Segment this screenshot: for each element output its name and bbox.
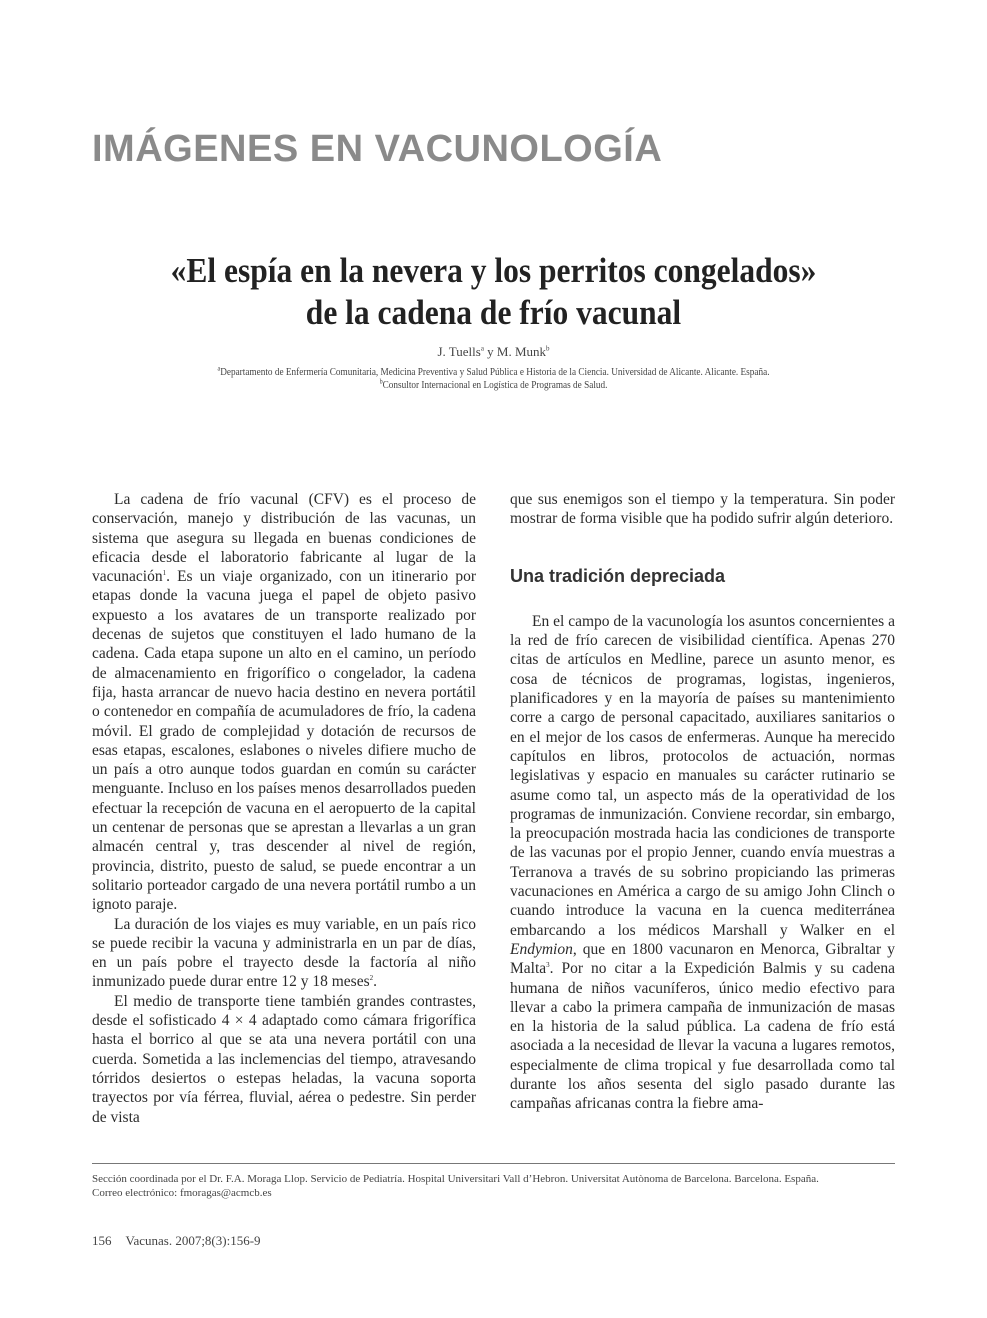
left-paragraph-3: El medio de transporte tiene también grandes contrastes, desde el sofisticado 4 × 4 adaptado como cámara frigorífica hasta el borrico al que se ata una nevera portátil con una cuerda. Sometida a las inclemencias del tiempo, atravesando tórridos desiertos o estepas heladas, la vacuna soporta trayectos por vía férrea, fluvial, aérea o pedestre. Sin perder de vista [92, 992, 476, 1126]
affiliation-b-text: Consultor Internacional en Logística de Programas de Salud. [382, 380, 608, 391]
text-span: . Es un viaje organizado, con un itinerario por etapas donde la vacuna juega el papel de objeto pasivo expuesto a los avatares de un transporte realizado por decenas de sujetos que constituyen el lado humano de la cadena. Cada etapa supone un alto en el camino, un período de almacenamiento en frigorífico o congelador, la cadena fija, hasta arrancar de nuevo hacia destino en nevera portátil o contenedor en compañía de acumuladores de frío, la cadena móvil. El grado de complejidad y dotación de recursos de esas etapas, escalones, eslabones o niveles difiere mucho de un país a otro aunque todos guardan en común su carácter menguante. Incluso en los países menos desarrollados pueden efectuar la recepción de vacuna en el aeropuerto de la capital un centenar de personas que se aprestan a llevarlas a un gran almacén central y, tras descender al nivel de región, provincia, distrito, puesto de salud, se puede encontrar a un solitario porteador cargado de una nevera portátil rumbo a un ignoto paraje. [92, 568, 476, 914]
section-subheading: Una tradición depreciada [510, 565, 726, 586]
author-2: y M. Munk [483, 344, 547, 359]
title-line-1: «El espía en la nevera y los perritos congelados» [170, 251, 817, 290]
text-span: . [373, 973, 377, 991]
affiliation-a-mark: a [217, 364, 221, 373]
affiliation-a [59, 364, 928, 378]
page-footer [92, 1233, 261, 1249]
reference-mark: 1 [162, 569, 167, 578]
reference-mark: 3 [546, 961, 550, 970]
reference-mark: 2 [369, 974, 374, 983]
authors [0, 344, 987, 360]
journal-citation: Vacunas. 2007;8(3):156-9 [125, 1233, 261, 1248]
author-1-affil-mark: a [480, 344, 484, 353]
affiliation-a-text: Departamento de Enfermería Comunitaria, Medicina Preventiva y Salud Pública e Historia de la Ciencia. Universidad de Alicante. Alicante. España. [220, 367, 770, 378]
affiliation-b [59, 377, 928, 391]
left-paragraph-2 [92, 915, 476, 992]
left-column [92, 490, 476, 1127]
text-span: , que en 1800 vacunaron en Menorca, Gibraltar y Malta [510, 940, 895, 978]
page-number: 156 [92, 1233, 112, 1248]
text-span: . Por no citar a la Expedición Balmis y su cadena humana de niños vacuníferos, único medio efectivo para llevar a cabo la primera campaña de inmunización de masas en la historia de la salud pública. La cadena de frío está asociada a la necesidad de llevar la vacuna a lugares remotos, especialmente de clima tropical y fue desarrollada como tal durante los años sesenta del siglo pasado durante las campañas africanas contra la fiebre ama- [510, 960, 895, 1113]
affiliation-b-mark: b [379, 377, 383, 386]
article-title [85, 250, 901, 334]
left-paragraph-1 [92, 490, 476, 915]
text-span: La duración de los viajes es muy variable, en un país rico se puede recibir la vacuna y administrarla en un par de días, en un país pobre el trayecto desde la factoría al niño inmunizado puede durar entre 12 y 18 meses [92, 915, 476, 991]
footnote-email: Correo electrónico: fmoragas@acmcb.es [92, 1187, 272, 1199]
right-paragraph-0: que sus enemigos son el tiempo y la temperatura. Sin poder mostrar de forma visible que ha podido sufrir algún deterioro. [510, 491, 895, 528]
text-span: En el campo de la vacunología los asuntos concernientes a la red de frío carecen de visibilidad científica. Apenas 270 citas de artículos en Medline, parece un asunto menor, es cosa de técnicos de programas, logistas, ingenieros, planificadores y en la mayoría de países su mantenimiento corre a cargo de personal capacitado, auxiliares sanitarios o en el mejor de los casos de enfermeras. Aunque ha merecido capítulos en libros, protocolos de actuación, normas legislativas y espacio en manuales su carácter rutinario se asume como tal, un aspecto más de la operatividad de los programas de inmunización. Conviene recordar, sin embargo, la preocupación mostrada hacia las condiciones de transporte de las vacunas por el propio Jenner, cuando envía muestras a Terranova a través de su sobrino propiciando las primeras vacunaciones en América a cargo de su amigo John Clinch o cuando introduce la vacuna en la cuenca mediterránea embarcando a los médicos Marshall y Walker en el [510, 612, 895, 939]
right-column [510, 490, 895, 1114]
section-heading: IMÁGENES EN VACUNOLOGÍA [92, 128, 663, 170]
title-line-2: de la cadena de frío vacunal [305, 293, 682, 332]
footnote-coordination: Sección coordinada por el Dr. F.A. Moraga Llop. Servicio de Pediatría. Hospital Universitari Vall d’Hebron. Universitat Autònoma de Barcelona. Barcelona. España. [92, 1173, 819, 1185]
right-paragraph-1 [510, 612, 895, 1114]
ship-name: Endymion [510, 940, 573, 958]
author-1: J. Tuells [437, 344, 481, 359]
text-span: La cadena de frío vacunal (CFV) es el proceso de conservación, manejo y distribución de las vacunas, un sistema que asegura su llegada en buenas condiciones de eficacia desde el laboratorio fabricante al lugar de la vacunación [92, 491, 476, 586]
author-2-affil-mark: b [546, 344, 550, 353]
footnote-divider [92, 1163, 895, 1164]
